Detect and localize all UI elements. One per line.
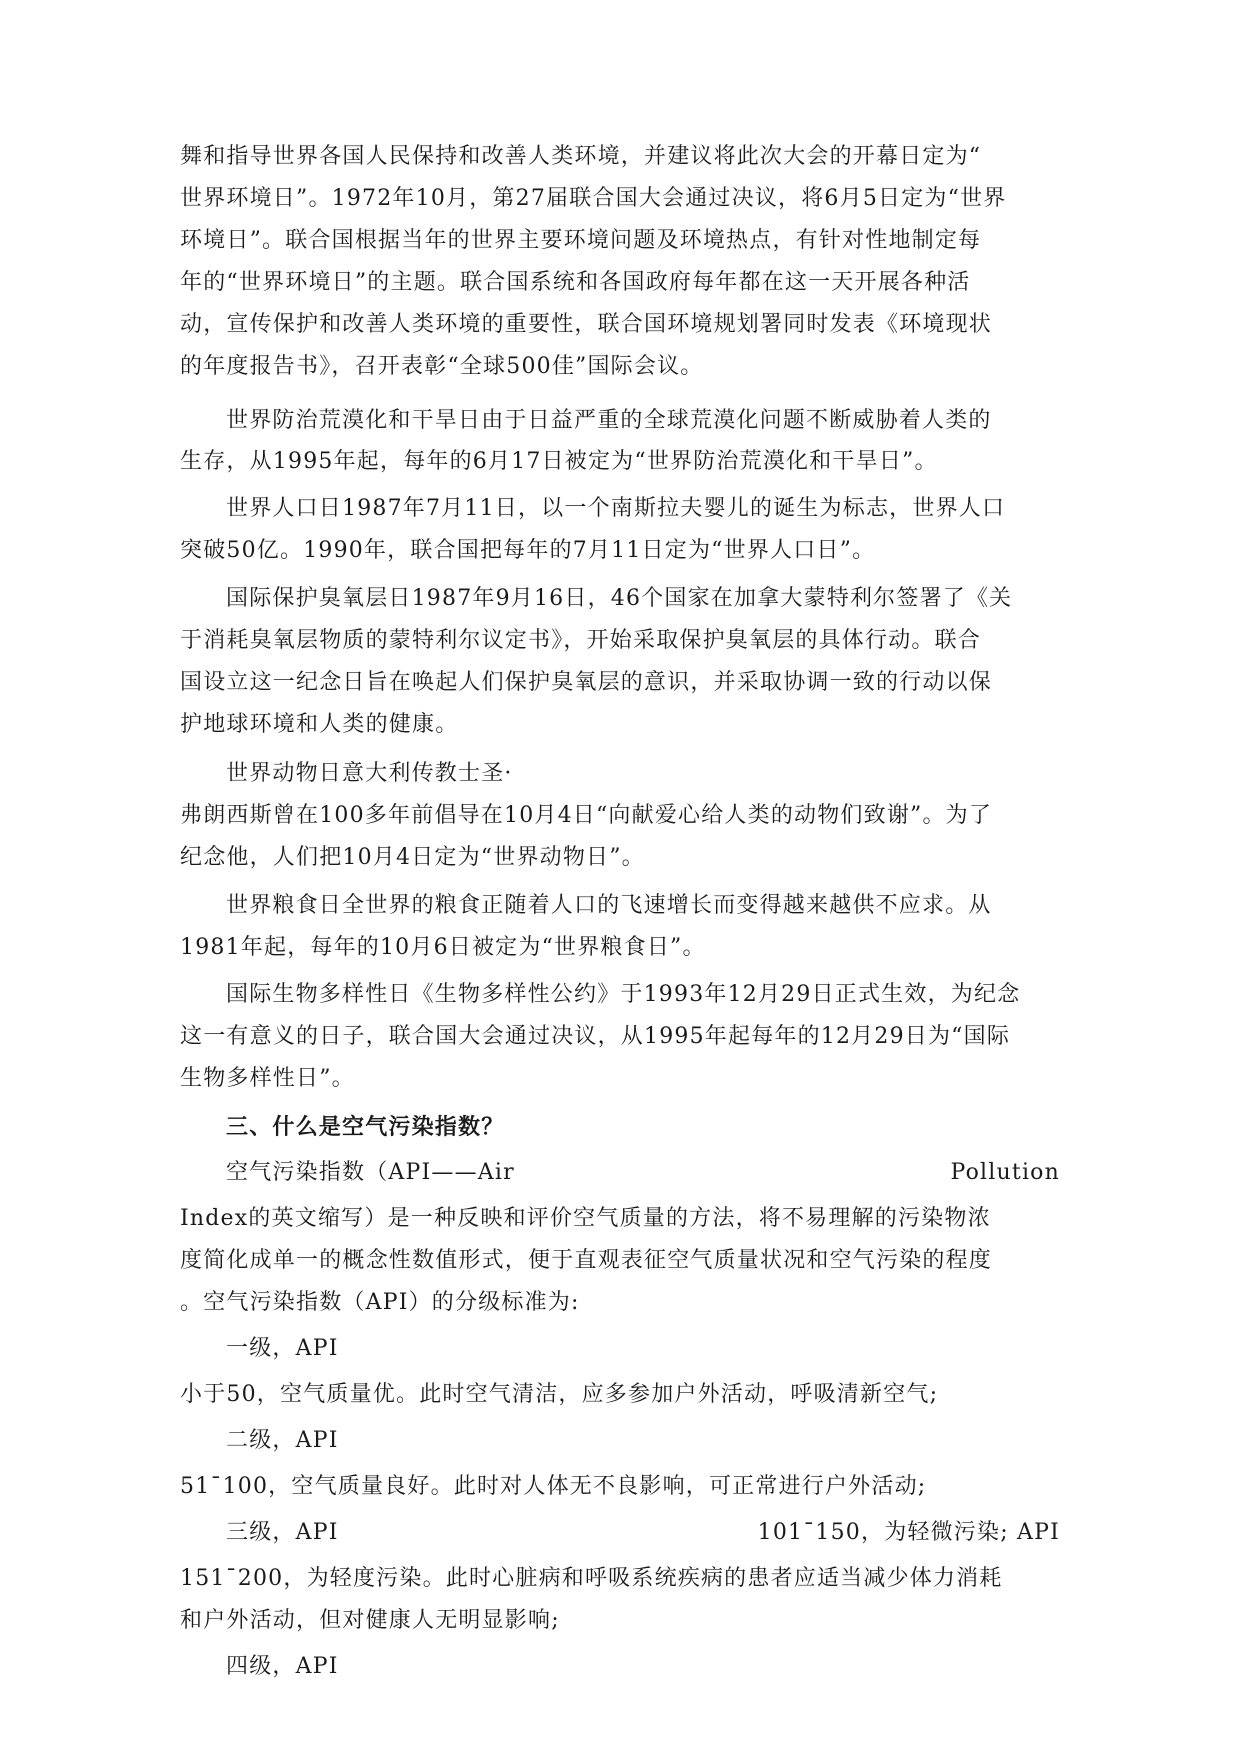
text-line: 生存，从1995年起，每年的6月17日被定为“世界防治荒漠化和干旱日”。: [180, 449, 938, 474]
text-line: 生物多样性日”。: [180, 1066, 355, 1091]
text-line: 和户外活动，但对健康人无明显影响;: [180, 1608, 560, 1633]
text-line: 于消耗臭氧层物质的蒙特利尔议定书》，开始采取保护臭氧层的具体行动。联合: [180, 628, 982, 653]
paragraph-start: 世界防治荒漠化和干旱日由于日益严重的全球荒漠化问题不断威胁着人类的: [226, 408, 992, 433]
text-line: 世界环境日”。1972年10月，第27届联合国大会通过决议，将6月5日定为“世界: [180, 186, 1007, 211]
text-line: 舞和指导世界各国人民保持和改善人类环境，并建议将此次大会的开幕日定为“: [180, 144, 982, 169]
text-line: 国设立这一纪念日旨在唤起人们保护臭氧层的意识，并采取协调一致的行动以保: [180, 670, 993, 695]
text-line: 动，宣传保护和改善人类环境的重要性，联合国环境规划署同时发表《环境现状: [180, 312, 993, 337]
grade-label: 四级，API: [226, 1654, 339, 1679]
text-segment: 三级，API: [226, 1520, 339, 1545]
grade-label: 二级，API: [226, 1428, 339, 1453]
text-segment: 101¯150，为轻微污染; API: [757, 1520, 1060, 1545]
text-line: 度简化成单一的概念性数值形式，便于直观表征空气质量状况和空气污染的程度: [180, 1248, 993, 1273]
text-segment: Pollution: [950, 1160, 1060, 1185]
text-line: 护地球环境和人类的健康。: [180, 712, 459, 737]
paragraph-start: 世界人口日1987年7月11日，以一个南斯拉夫婴儿的诞生为标志，世界人口: [226, 496, 1006, 521]
text-line: 这一有意义的日子，联合国大会通过决议，从1995年起每年的12月29日为“国际: [180, 1024, 1011, 1049]
paragraph-start: 国际保护臭氧层日1987年9月16日，46个国家在加拿大蒙特利尔签署了《关: [226, 586, 1013, 611]
text-line: 弗朗西斯曾在100多年前倡导在10月4日“向献爱心给人类的动物们致谢”。为了: [180, 803, 993, 828]
text-line: 小于50，空气质量优。此时空气清洁，应多参加户外活动，呼吸清新空气;: [180, 1382, 939, 1407]
paragraph-start: 国际生物多样性日《生物多样性公约》于1993年12月29日正式生效，为纪念: [226, 982, 1021, 1007]
split-line: [226, 1153, 1060, 1193]
section-heading: 三、什么是空气污染指数？: [226, 1114, 505, 1140]
text-line: 突破50亿。1990年，联合国把每年的7月11日定为“世界人口日”。: [180, 538, 876, 563]
text-line: Index的英文缩写）是一种反映和评价空气质量的方法，将不易理解的污染物浓: [180, 1206, 991, 1231]
text-line: 的年度报告书》，召开表彰“全球500佳”国际会议。: [180, 354, 704, 379]
text-line: 151¯200，为轻度污染。此时心脏病和呼吸系统疾病的患者应适当减少体力消耗: [180, 1566, 1003, 1591]
text-segment: 空气污染指数（API——Air: [226, 1160, 515, 1185]
text-line: 环境日”。联合国根据当年的世界主要环境问题及环境热点，有针对性地制定每: [180, 228, 982, 253]
text-line: 年的“世界环境日”的主题。联合国系统和各国政府每年都在这一天开展各种活: [180, 270, 971, 295]
text-line: 。空气污染指数（API）的分级标准为:: [180, 1290, 580, 1315]
text-line: 纪念他，人们把10月4日定为“世界动物日”。: [180, 845, 645, 870]
paragraph-start: 世界粮食日全世界的粮食正随着人口的飞速增长而变得越来越供不应求。从: [226, 893, 992, 918]
text-line: 51¯100，空气质量良好。此时对人体无不良影响，可正常进行户外活动;: [180, 1474, 927, 1499]
text-line: 1981年起，每年的10月6日被定为“世界粮食日”。: [180, 935, 706, 960]
paragraph-start: 世界动物日意大利传教士圣·: [226, 761, 513, 786]
split-line: [226, 1513, 1060, 1553]
grade-label: 一级，API: [226, 1336, 339, 1361]
